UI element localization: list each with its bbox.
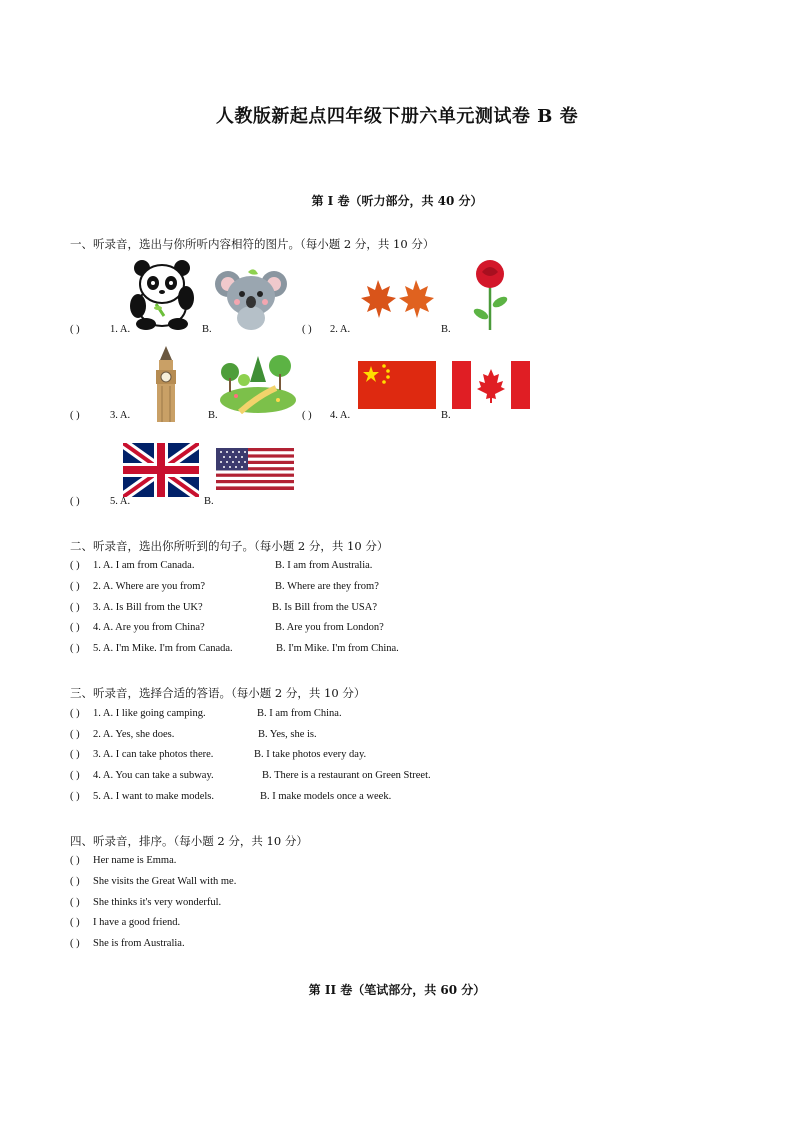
- q4-paren[interactable]: ( ): [302, 410, 312, 421]
- s4-q1-paren[interactable]: ( ): [70, 855, 80, 866]
- s4-q5-paren[interactable]: ( ): [70, 938, 80, 949]
- part-two-heading: 第 II 卷（笔试部分，共 60 分）: [308, 983, 486, 997]
- s4-q4-paren[interactable]: ( ): [70, 917, 80, 928]
- s2-q4-a: 4. A. Are you from China?: [93, 622, 205, 633]
- s2-q5-a: 5. A. I'm Mike. I'm from Canada.: [93, 643, 233, 654]
- s4-q3-paren[interactable]: ( ): [70, 897, 80, 908]
- koala-icon: [214, 266, 288, 330]
- s3-q2-a: 2. A. Yes, she does.: [93, 729, 175, 740]
- s3-q3-b: B. I take photos every day.: [254, 749, 367, 760]
- q2-option-a: 2. A.: [330, 324, 351, 335]
- section-two-heading: 二、听录音，选出你所听到的句子。（每小题 2 分，共 10 分）: [70, 539, 389, 553]
- canada-flag-icon: [452, 361, 530, 409]
- q2-option-b: B.: [441, 324, 451, 335]
- s2-q3-b: B. Is Bill from the USA?: [272, 602, 377, 613]
- section-four-heading: 四、听录音，排序。（每小题 2 分，共 10 分）: [70, 834, 308, 848]
- q1-option-a: 1. A.: [110, 324, 131, 335]
- rose-icon: [470, 258, 510, 332]
- s3-q5-a: 5. A. I want to make models.: [93, 791, 215, 802]
- page-title: 人教版新起点四年级下册六单元测试卷 B 卷: [215, 106, 579, 127]
- s2-q1-paren[interactable]: ( ): [70, 560, 80, 571]
- s2-q2-a: 2. A. Where are you from?: [93, 581, 206, 592]
- q3-option-b: B.: [208, 410, 218, 421]
- s2-q4-b: B. Are you from London?: [275, 622, 384, 633]
- s2-q1-a: 1. A. I am from Canada.: [93, 560, 195, 571]
- q5-option-a: 5. A.: [110, 496, 131, 507]
- s2-q2-b: B. Where are they from?: [275, 581, 379, 592]
- s3-q2-b: B. Yes, she is.: [258, 729, 317, 740]
- q1-option-b: B.: [202, 324, 212, 335]
- s4-q2-paren[interactable]: ( ): [70, 876, 80, 887]
- s4-q4-text: I have a good friend.: [93, 917, 181, 928]
- part-one-heading: 第 I 卷（听力部分，共 40 分）: [311, 194, 483, 208]
- s4-q1-text: Her name is Emma.: [93, 855, 177, 866]
- s3-q2-paren[interactable]: ( ): [70, 729, 80, 740]
- s3-q1-b: B. I am from China.: [257, 708, 342, 719]
- q3-option-a: 3. A.: [110, 410, 131, 421]
- s3-q4-paren[interactable]: ( ): [70, 770, 80, 781]
- q5-paren[interactable]: ( ): [70, 496, 80, 507]
- uk-flag-icon: [123, 443, 199, 497]
- s2-q5-b: B. I'm Mike. I'm from China.: [276, 643, 399, 654]
- maple-leaves-icon: [358, 278, 438, 320]
- s3-q4-a: 4. A. You can take a subway.: [93, 770, 214, 781]
- q1-paren[interactable]: ( ): [70, 324, 80, 335]
- s3-q5-b: B. I make models once a week.: [260, 791, 392, 802]
- s4-q5-text: She is from Australia.: [93, 938, 185, 949]
- q5-option-b: B.: [204, 496, 214, 507]
- panda-icon: [128, 258, 196, 330]
- big-ben-icon: [150, 346, 182, 422]
- section-one-heading: 一、听录音，选出与你所听内容相符的图片。（每小题 2 分，共 10 分）: [70, 237, 435, 251]
- q4-option-a: 4. A.: [330, 410, 351, 421]
- s2-q4-paren[interactable]: ( ): [70, 622, 80, 633]
- s2-q2-paren[interactable]: ( ): [70, 581, 80, 592]
- q4-option-b: B.: [441, 410, 451, 421]
- s2-q1-b: B. I am from Australia.: [275, 560, 373, 571]
- s4-q2-text: She visits the Great Wall with me.: [93, 876, 237, 887]
- s2-q3-paren[interactable]: ( ): [70, 602, 80, 613]
- s3-q1-paren[interactable]: ( ): [70, 708, 80, 719]
- s3-q3-a: 3. A. I can take photos there.: [93, 749, 214, 760]
- s3-q5-paren[interactable]: ( ): [70, 791, 80, 802]
- s3-q3-paren[interactable]: ( ): [70, 749, 80, 760]
- s3-q4-b: B. There is a restaurant on Green Street.: [262, 770, 431, 781]
- s3-q1-a: 1. A. I like going camping.: [93, 708, 206, 719]
- park-icon: [218, 352, 298, 414]
- s2-q3-a: 3. A. Is Bill from the UK?: [93, 602, 203, 613]
- q2-paren[interactable]: ( ): [302, 324, 312, 335]
- s2-q5-paren[interactable]: ( ): [70, 643, 80, 654]
- section-three-heading: 三、听录音，选择合适的答语。（每小题 2 分，共 10 分）: [70, 686, 366, 700]
- usa-flag-icon: [216, 448, 294, 490]
- q3-paren[interactable]: ( ): [70, 410, 80, 421]
- s4-q3-text: She thinks it's very wonderful.: [93, 897, 222, 908]
- china-flag-icon: [358, 361, 436, 409]
